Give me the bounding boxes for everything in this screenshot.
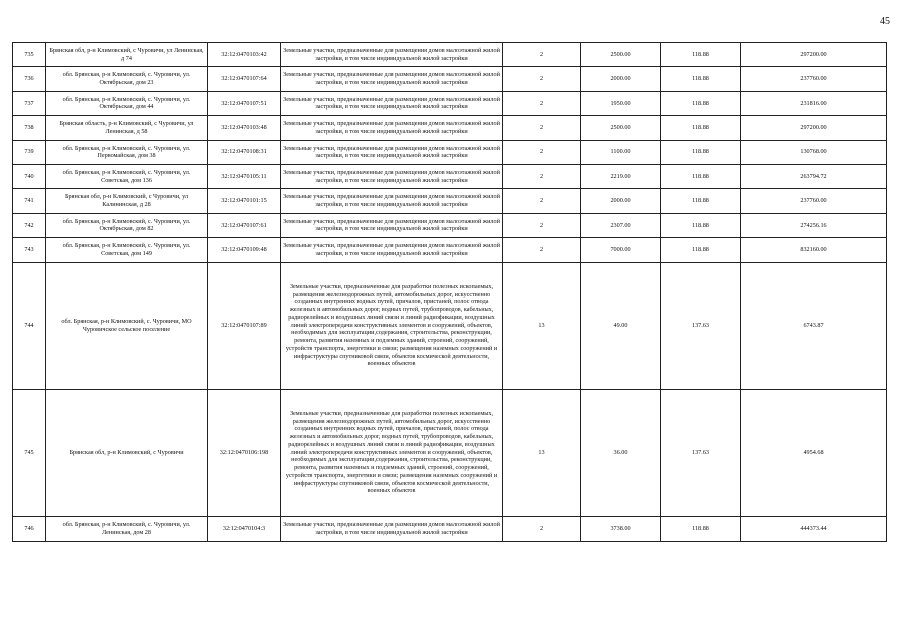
rate-cell: 137.63 [661,262,741,389]
land-use-cell: Земельные участки, предназначенные для разработки полезных ископаемых, размещения железнодорожных путей, автомобильных дорог, искусственно созданных внутренних водных путей, причалов, пристаней, полос отвода железных и автомобильных дорог, водных путей, трубопроводов, кабельных, радиорелейных и воздушных линий связи и линий радиофикации, воздушных линий электропередачи конструктивных элементов и сооружений, объектов, необходимых для эксплуатации,содержания, строительства, реконструкции, ремонта, развития наземных и подземных зданий, строений, сооружений, устройств транспорта, энергетики и связи; размещения наземных сооружений и инфраструктуры спутниковой связи, объектов космической деятельности, военных объектов [281,389,503,516]
cadastral-value-cell: 130768.00 [741,140,887,164]
table-row [13,213,887,237]
cadastral-value-cell: 297200.00 [741,43,887,67]
address-cell: Брянская обл, р-н Климовский, с Чуровичи, ул Ленинская, д 74 [46,43,208,67]
row-number: 746 [13,516,46,541]
registry-table-body [13,43,887,542]
land-use-cell: Земельные участки, предназначенные для размещения домов малоэтажной жилой застройки, в том числе индивидуальной жилой застройки [281,516,503,541]
area-cell: 2219.00 [581,164,661,188]
land-use-cell: Земельные участки, предназначенные для размещения домов малоэтажной жилой застройки, в том числе индивидуальной жилой застройки [281,238,503,262]
address-cell: обл. Брянская, р-н Климовский, с. Чуровичи, ул. Ленинская, дом 28 [46,516,208,541]
land-use-cell: Земельные участки, предназначенные для размещения домов малоэтажной жилой застройки, в том числе индивидуальной жилой застройки [281,91,503,115]
address-cell: обл. Брянская, р-н Климовский, с. Чуровичи, ул. Октябрьская, дом 82 [46,213,208,237]
cadastral-number-cell: 32:12:0470109:48 [208,238,281,262]
address-cell: обл. Брянская, р-н Климовский, с. Чуровичи, ул. Октябрьская, дом 44 [46,91,208,115]
cadastral-number-cell: 32:12:0470108:31 [208,140,281,164]
use-code-cell: 2 [503,164,581,188]
address-cell: обл. Брянская, р-н Климовский, с. Чуровичи, МО Чуровичское сельское поселение [46,262,208,389]
table-row [13,516,887,541]
rate-cell: 118.88 [661,116,741,140]
row-number: 744 [13,262,46,389]
cadastral-number-cell: 32:12:0470107:61 [208,213,281,237]
table-row [13,140,887,164]
rate-cell: 118.88 [661,516,741,541]
area-cell: 3738.00 [581,516,661,541]
cadastral-number-cell: 32:12:0470105:11 [208,164,281,188]
table-row [13,116,887,140]
use-code-cell: 2 [503,91,581,115]
use-code-cell: 13 [503,262,581,389]
row-number: 741 [13,189,46,213]
land-use-cell: Земельные участки, предназначенные для размещения домов малоэтажной жилой застройки, в том числе индивидуальной жилой застройки [281,140,503,164]
cadastral-number-cell: 32:12:0470103:48 [208,116,281,140]
cadastral-value-cell: 444373.44 [741,516,887,541]
table-row [13,91,887,115]
table-row [13,164,887,188]
area-cell: 49.00 [581,262,661,389]
cadastral-value-cell: 297200.00 [741,116,887,140]
page-number: 45 [880,16,890,27]
area-cell: 1100.00 [581,140,661,164]
cadastral-number-cell: 32:12:0470101:15 [208,189,281,213]
table-row [13,43,887,67]
row-number: 742 [13,213,46,237]
cadastral-value-cell: 231816.00 [741,91,887,115]
cadastral-number-cell: 32:12:0470104:3 [208,516,281,541]
land-use-cell: Земельные участки, предназначенные для размещения домов малоэтажной жилой застройки, в том числе индивидуальной жилой застройки [281,164,503,188]
row-number: 745 [13,389,46,516]
row-number: 737 [13,91,46,115]
address-cell: обл. Брянская, р-н Климовский, с. Чуровичи, ул. Октябрьская, дом 23 [46,67,208,91]
table-row [13,189,887,213]
area-cell: 2000.00 [581,67,661,91]
land-use-cell: Земельные участки, предназначенные для разработки полезных ископаемых, размещения железнодорожных путей, автомобильных дорог, искусственно созданных внутренних водных путей, причалов, пристаней, полос отвода железных и автомобильных дорог, водных путей, трубопроводов, кабельных, радиорелейных и воздушных линий связи и линий радиофикации, воздушных линий электропередачи конструктивных элементов и сооружений, объектов, необходимых для эксплуатации,содержания, строительства, реконструкции, ремонта, развития наземных и подземных зданий, строений, сооружений, устройств транспорта, энергетики и связи; размещения наземных сооружений и инфраструктуры спутниковой связи, объектов космической деятельности, военных объектов [281,262,503,389]
area-cell: 2500.00 [581,116,661,140]
use-code-cell: 2 [503,516,581,541]
use-code-cell: 2 [503,189,581,213]
area-cell: 1950.00 [581,91,661,115]
area-cell: 7000.00 [581,238,661,262]
use-code-cell: 2 [503,116,581,140]
address-cell: Брянская обл, р-н Климовский, с Чуровичи [46,389,208,516]
row-number: 735 [13,43,46,67]
address-cell: Брянская обл, р-н Климовский, с Чуровичи, ул Калининская, д 28 [46,189,208,213]
cadastral-value-cell: 237760.00 [741,189,887,213]
rate-cell: 118.88 [661,43,741,67]
cadastral-value-cell: 4954.68 [741,389,887,516]
use-code-cell: 2 [503,213,581,237]
land-use-cell: Земельные участки, предназначенные для размещения домов малоэтажной жилой застройки, в том числе индивидуальной жилой застройки [281,189,503,213]
cadastral-value-cell: 832160.00 [741,238,887,262]
rate-cell: 118.88 [661,164,741,188]
row-number: 738 [13,116,46,140]
rate-cell: 118.88 [661,238,741,262]
address-cell: обл. Брянская, р-н Климовский, с. Чуровичи, ул. Советская, дом 149 [46,238,208,262]
land-use-cell: Земельные участки, предназначенные для размещения домов малоэтажной жилой застройки, в том числе индивидуальной жилой застройки [281,213,503,237]
rate-cell: 118.88 [661,91,741,115]
row-number: 740 [13,164,46,188]
address-cell: обл. Брянская, р-н Климовский, с. Чуровичи, ул. Первомайская, дом 38 [46,140,208,164]
use-code-cell: 2 [503,67,581,91]
use-code-cell: 2 [503,43,581,67]
cadastral-number-cell: 32:12:0470106:198 [208,389,281,516]
rate-cell: 118.88 [661,213,741,237]
row-number: 736 [13,67,46,91]
land-registry-table [12,42,887,542]
address-cell: Брянская область, р-н Климовский, с Чуровичи, ул Ленинская, д 58 [46,116,208,140]
use-code-cell: 2 [503,238,581,262]
cadastral-number-cell: 32:12:0470107:64 [208,67,281,91]
area-cell: 2000.00 [581,189,661,213]
table-row [13,238,887,262]
use-code-cell: 2 [503,140,581,164]
table-row [13,389,887,516]
rate-cell: 118.88 [661,140,741,164]
land-use-cell: Земельные участки, предназначенные для размещения домов малоэтажной жилой застройки, в том числе индивидуальной жилой застройки [281,43,503,67]
cadastral-number-cell: 32:12:0470107:89 [208,262,281,389]
land-use-cell: Земельные участки, предназначенные для размещения домов малоэтажной жилой застройки, в том числе индивидуальной жилой застройки [281,116,503,140]
table-row [13,67,887,91]
rate-cell: 118.88 [661,189,741,213]
area-cell: 2500.00 [581,43,661,67]
cadastral-value-cell: 274256.16 [741,213,887,237]
table-row [13,262,887,389]
row-number: 739 [13,140,46,164]
cadastral-number-cell: 32:12:0470103:42 [208,43,281,67]
row-number: 743 [13,238,46,262]
area-cell: 2307.00 [581,213,661,237]
rate-cell: 137.63 [661,389,741,516]
cadastral-value-cell: 263794.72 [741,164,887,188]
address-cell: обл. Брянская, р-н Климовский, с. Чуровичи, ул. Советская, дом 136 [46,164,208,188]
area-cell: 36.00 [581,389,661,516]
cadastral-number-cell: 32:12:0470107:51 [208,91,281,115]
cadastral-value-cell: 237760.00 [741,67,887,91]
use-code-cell: 13 [503,389,581,516]
land-use-cell: Земельные участки, предназначенные для размещения домов малоэтажной жилой застройки, в том числе индивидуальной жилой застройки [281,67,503,91]
cadastral-value-cell: 6743.87 [741,262,887,389]
rate-cell: 118.88 [661,67,741,91]
